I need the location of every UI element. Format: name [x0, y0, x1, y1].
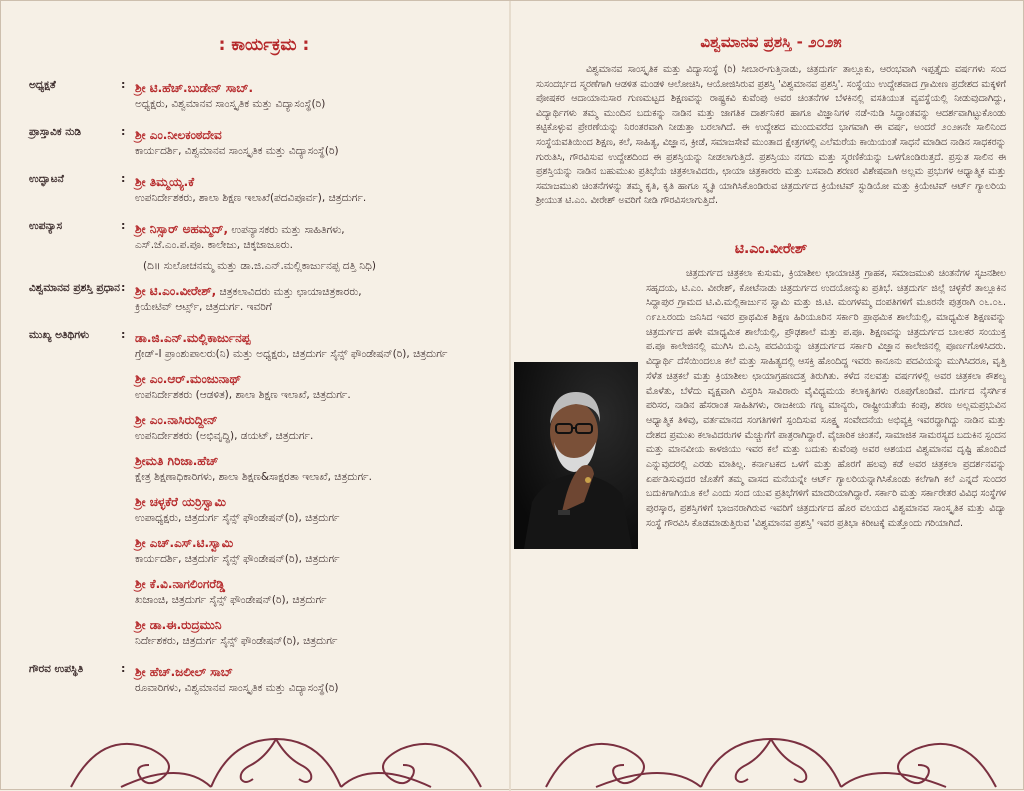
- bio-text: ಚಿತ್ರದುರ್ಗದ ಚಿತ್ರಕಲಾ ಕುಸುಮ, ಕ್ರಿಯಾಶೀಲ ಛಾಯಾಚಿತ್ರ ಗ್ರಾಹಕ, ಸಮಾಜಮುಖಿ ಚಿಂತನೆಗಳ ಸೃಜನಶೀಲ ಸಹೃದಯ, ಟಿ.ಎಂ. ವೀರೇಶ್, ಕೋಟೆನಾಡು ಚಿತ್ರದುರ್ಗದ ಉದಯೋನ್ಮುಖ ಪ್ರತಿಭೆ. ಚಿತ್ರದುರ್ಗ ಜಿಲ್ಲೆ ಚಳ್ಳಕೆರೆ ತಾಲ್ಲೂಕಿನ ಸಿದ್ದಾಪುರ ಗ್ರಾಮದ ಟಿ.ವಿ.ಮಲ್ಲಿಕಾರ್ಜುನ ಸ್ವಾಮಿ ಮತ್ತು ಜಿ.ಟಿ. ಮಂಗಳಮ್ಮ ದಂಪತಿಗಳಿಗೆ ಮೂರನೇ ಪುತ್ರರಾಗಿ ೦೬.೦೬. ೧೯೭೬ರಂದು ಜನಿಸಿದ ಇವರ ಪ್ರಾಥಮಿಕ ಶಿಕ್ಷಣ ಹಿರಿಯೂರಿನ ಸರ್ಕಾರಿ ಪ್ರಾಥಮಿಕ ಶಾಲೆಯಲ್ಲಿ, ಮಾಧ್ಯಮಿಕ ಶಿಕ್ಷಣವನ್ನು ಚಿತ್ರದುರ್ಗದ ಹಳೇ ಮಾಧ್ಯಮಿಕ ಶಾಲೆಯಲ್ಲಿ, ಪ್ರೌಢಶಾಲೆ ಮತ್ತು ಪ.ಪೂ. ಶಿಕ್ಷಣವನ್ನು ಚಿತ್ರದುರ್ಗದ ಬಾಲಕರ ಸಂಯುಕ್ತ ಪ.ಪೂ ಕಾಲೇಜಿನಲ್ಲಿ ಮುಗಿಸಿ ಬಿ.ಎಸ್ಸಿ ಪದವಿಯನ್ನು ಚಿತ್ರದುರ್ಗದ ಸರ್ಕಾರಿ ವಿಜ್ಞಾನ ಕಾಲೇಜಿನಲ್ಲಿ ಪೂರ್ಣಗೊಳಿಸಿದರು. ವಿದ್ಯಾರ್ಥಿ ದೆಸೆಯಿಂದಲೂ ಕಲೆ ಮತ್ತು ಸಾಹಿತ್ಯದಲ್ಲಿ ಆಸಕ್ತಿ ಹೊಂದಿದ್ದ ಇವರು ಕಾನೂನು ಪದವಿಯನ್ನು ಮುಗಿಸಿದರೂ, ವೃತ್ತಿ ಸೆಳೆತ ಚಿತ್ರಕಲೆ ಮತ್ತು ಕ್ರಿಯಾಶೀಲ ಛಾಯಾಗ್ರಹಣದತ್ತ ತಿರುಗಿತು. ಕಳೆದ ನಲವತ್ತು ವರ್ಷಗಳಲ್ಲಿ ಅವರ ಚಿತ್ರಕಲಾ ಕೌಶಲ್ಯ ಮೊಳೆತು, ಬೆಳೆದು ವೃಕ್ಷವಾಗಿ ವಿಸ್ತರಿಸಿ ಸಾವಿರಾರು ವೈವಿಧ್ಯಮಯ ಕಲಾಕೃತಿಗಳು ರೂಪುಗೊಂಡಿವೆ. ದುರ್ಗದ ನೈಸರ್ಗಿಕ ಪರಿಸರ, ನಾಡಿನ ಹೆಸರಾಂತ ಸಾಹಿತಿಗಳು, ರಾಜಕೀಯ ಗಣ್ಯ ಮಾನ್ಯರು, ರಾಷ್ಟ್ರೀಯತೆಯ ಕಂಪು, ಶರಣ ಅಲ್ಲಮಪ್ರಭುವಿನ ಆಧ್ಯಾತ್ಮಿಕ ತಿಳಿವು, ವರ್ತಮಾನದ ಸಂಗತಿಗಳಿಗೆ ಸ್ಪಂದಿಸುವ ಸೂಕ್ಷ್ಮ ಸಂವೇದನೆಯ ಅಭಿವ್ಯಕ್ತಿ ಇವರದ್ದಾಗಿದ್ದು ನಾಡಿನ ಮತ್ತು ದೇಶದ ಪ್ರಮುಖ ಕಲಾವಿದರುಗಳ ಮೆಚ್ಚುಗೆಗೆ ಪಾತ್ರರಾಗಿದ್ದಾರೆ. ವೈಚಾರಿಕ ಚಿಂತನೆ, ಸಾಮಾಜಿಕ ಸಾಮರಸ್ಯದ ಬದುಕಿನ ಸ್ಪಂದನ ಮತ್ತು ಮಾನವೀಯ ಕಾಳಜಿಯು ಇವರ ಕಲೆ ಮತ್ತು ಬದುಕು ಕುವೆಂಪು ಅವರ ಆಶಯದ ವಿಶ್ವಮಾನವ ದೃಷ್ಟಿ ಹೊಂದಿದೆ ಎನ್ನುವುದರಲ್ಲಿ ಎರಡು ಮಾತಿಲ್ಲ. ಕರ್ನಾಟಕದ ಒಳಗೆ ಮತ್ತು ಹೊರಗೆ ಹಲವು ಕಡೆ ಅವರ ಚಿತ್ರಕಲಾ ಪ್ರದರ್ಶನವನ್ನು ಏರ್ಪಡಿಸುವುದರ ಜೊತೆಗೆ ತಮ್ಮ ವಾಸದ ಮನೆಯನ್ನೇ ಆರ್ಟ್ ಗ್ಯಾಲರಿಯನ್ನಾಗಿಸಿಕೊಂಡು ಕಲೆಗಾಗಿ ಕಲೆ ಎನ್ನದೆ ಸುಂದರ ಬದುಕಿಗಾಗಿಯೂ ಕಲೆ ಎಂದು ಸಂದ ಯುವ ಪ್ರತಿಭೆಗಳಿಗೆ ಮಾದರಿಯಾಗಿದ್ದಾರೆ. ಸರ್ಕಾರಿ ಮತ್ತು ಸರ್ಕಾರೇತರ ವಿವಿಧ ಸಂಸ್ಥೆಗಳ ಪುರಸ್ಕಾರ, ಪ್ರಶಸ್ತಿಗಳಿಗೆ ಭಾಜನರಾಗಿರುವ ಇವರಿಗೆ ಚಿತ್ರದುರ್ಗದ ಹೊರ ವಲಯದ ವಿಶ್ವಮಾನವ ಸಾಂಸ್ಕೃತಿಕ ಮತ್ತು ವಿದ್ಯಾ ಸಂಸ್ಥೆ ಗೌರವಿಸಿ ಕೊಡಮಾಡುತ್ತಿರುವ 'ವಿಶ್ವಮಾನವ ಪ್ರಶಸ್ತಿ' ಇವರ ಪ್ರತಿಭಾ ಕಿರೀಟಕ್ಕೆ ಮತ್ತೊಂದು ಗರಿಯಾಗಿದೆ.: [646, 267, 1006, 529]
- program-entry: [135, 450, 499, 485]
- entry-name-line: [135, 280, 499, 300]
- person-name: ಶ್ರೀ ತಿಮ್ಮಯ್ಯ.ಕೆ: [135, 175, 195, 189]
- person-name: ಶ್ರೀ ಡಾ.ಈ.ರುದ್ರಮುನಿ: [135, 618, 222, 632]
- program-entry: [135, 573, 499, 608]
- entry-name-line: [135, 327, 499, 347]
- page-fold: [509, 1, 511, 791]
- person-designation: ಉಪನಿರ್ದೇಶಕರು (ಅಭಿವೃದ್ಧಿ), ಡಯಟ್, ಚಿತ್ರದುರ್ಗ.: [135, 430, 314, 442]
- program-role: ಮುಖ್ಯ ಅತಿಥಿಗಳು: [29, 329, 90, 341]
- entry-name-line: [135, 124, 499, 144]
- program-entry: [135, 77, 499, 112]
- entry-name-line: [135, 573, 499, 593]
- program-entries: [135, 327, 499, 655]
- bio-title: ಟಿ.ಎಂ.ವೀರೇಶ್: [734, 240, 808, 257]
- program-entry: [135, 491, 499, 526]
- entry-name-line: [135, 450, 499, 470]
- person-name: ಶ್ರೀ ಎಚ್.ಎಸ್.ಟಿ.ಸ್ವಾಮಿ: [135, 536, 234, 550]
- program-row: [29, 171, 499, 212]
- colon-separator: :: [121, 219, 126, 232]
- entry-name-line: [135, 171, 499, 191]
- entry-name-line: [135, 368, 499, 388]
- program-heading: : ಕಾರ್ಯಕ್ರಮ :: [218, 35, 310, 55]
- entry-name-line: [135, 409, 499, 429]
- program-entries: [135, 77, 499, 118]
- award-title: ವಿಶ್ವಮಾನವ ಪ್ರಶಸ್ತಿ - ೨೦೨೫: [700, 33, 842, 51]
- colon-separator: :: [121, 281, 126, 294]
- program-entries: [135, 280, 499, 321]
- program-entry: [135, 327, 499, 362]
- colon-separator: :: [121, 172, 126, 185]
- program-entry: [135, 661, 499, 696]
- program-entry: [135, 218, 499, 253]
- swirl-ornament-icon: [61, 709, 491, 789]
- person-name: ಶ್ರೀ ಎಂ.ಆರ್.ಮಂಜುನಾಥ್: [135, 372, 242, 386]
- program-entry: [135, 280, 499, 315]
- person-designation: ರೂವಾರಿಗಳು, ವಿಶ್ವಮಾನವ ಸಾಂಸ್ಕೃತಿಕ ಮತ್ತು ವಿದ್ಯಾಸಂಸ್ಥೆ(ರಿ): [135, 682, 339, 694]
- entry-name-line: [135, 661, 499, 681]
- person-designation: ಅಧ್ಯಕ್ಷರು, ವಿಶ್ವಮಾನವ ಸಾಂಸ್ಕೃತಿಕ ಮತ್ತು ವಿದ್ಯಾಸಂಸ್ಥೆ(ರಿ): [135, 98, 326, 110]
- program-row: [29, 661, 499, 702]
- person-name: ಶ್ರೀ ಟಿ.ಹೆಚ್.ಬುಡೇನ್ ಸಾಬ್.: [135, 81, 254, 95]
- person-name: ಶ್ರೀ ಎಂ.ನೀಲಕಂಠದೇವ: [135, 128, 222, 142]
- colon-separator: :: [121, 662, 126, 675]
- program-entry: [135, 532, 499, 567]
- program-row: [29, 77, 499, 118]
- program-row: [29, 124, 499, 165]
- person-name: ಶ್ರೀ ಚಳ್ಳಕೆರೆ ಯರ್ರಿಸ್ವಾಮಿ: [135, 495, 227, 509]
- program-role: ಉದ್ಘಾಟನೆ: [29, 173, 64, 185]
- person-designation: ಕ್ರಿಯೇಟಿವ್ ಆರ್ಟ್ಸ್, ಚಿತ್ರದುರ್ಗ. ಇವರಿಗೆ: [135, 301, 272, 313]
- entry-name-line: [135, 218, 499, 238]
- bio-section: [536, 267, 1006, 532]
- portrait-photo: [514, 362, 638, 549]
- colon-separator: :: [121, 328, 126, 341]
- award-panel: [536, 27, 1006, 532]
- program-row: [29, 280, 499, 321]
- program-panel: [29, 27, 499, 708]
- program-role: ವಿಶ್ವಮಾನವ ಪ್ರಶಸ್ತಿ ಪ್ರಧಾನ: [29, 282, 120, 294]
- swirl-ornament-icon: [536, 709, 1006, 789]
- endowment-note: (ದಿ॥ ಸುಲೋಚನಮ್ಮ ಮತ್ತು ಡಾ.ಜಿ.ಎನ್.ಮಲ್ಲಿಕಾರ್ಜುನಪ್ಪ ದತ್ತಿ ನಿಧಿ): [143, 260, 377, 272]
- person-name: ಶ್ರೀಮತಿ ಗಿರಿಜಾ.ಹೆಚ್: [135, 454, 219, 468]
- program-role: ಪ್ರಾಸ್ತಾವಿಕ ನುಡಿ: [29, 126, 82, 138]
- person-designation: ನಿರ್ದೇಶಕರು, ಚಿತ್ರದುರ್ಗ ಸೈನ್ಸ್ ಫೌಂಡೇಷನ್(ರಿ), ಚಿತ್ರದುರ್ಗ: [135, 635, 338, 647]
- person-designation: ಉಪನಿರ್ದೇಶಕರು (ಆಡಳಿತ), ಶಾಲಾ ಶಿಕ್ಷಣ ಇಲಾಖೆ, ಚಿತ್ರದುರ್ಗ.: [135, 389, 351, 401]
- person-designation: ಉಪಾಧ್ಯಕ್ಷರು, ಚಿತ್ರದುರ್ಗ ಸೈನ್ಸ್ ಫೌಂಡೇಷನ್(ರಿ), ಚಿತ್ರದುರ್ಗ: [135, 512, 340, 524]
- program-role: ಉಪನ್ಯಾಸ: [29, 220, 63, 232]
- program-row: [29, 327, 499, 655]
- program-list: [29, 77, 499, 702]
- program-role: ಅಧ್ಯಕ್ಷತೆ: [29, 79, 56, 91]
- colon-separator: :: [121, 78, 126, 91]
- person-designation: ಕ್ಷೇತ್ರ ಶಿಕ್ಷಣಾಧಿಕಾರಿಗಳು, ಶಾಲಾ ಶಿಕ್ಷಣ&ಸಾಕ್ಷರತಾ ಇಲಾಖೆ, ಚಿತ್ರದುರ್ಗ.: [135, 471, 372, 483]
- entry-name-line: [135, 532, 499, 552]
- person-designation: ಕಾರ್ಯದರ್ಶಿ, ಚಿತ್ರದುರ್ಗ ಸೈನ್ಸ್ ಫೌಂಡೇಷನ್(ರಿ), ಚಿತ್ರದುರ್ಗ: [135, 553, 340, 565]
- program-entry: [135, 124, 499, 159]
- entry-name-line: [135, 491, 499, 511]
- person-designation: ಕಾರ್ಯದರ್ಶಿ, ವಿಶ್ವಮಾನವ ಸಾಂಸ್ಕೃತಿಕ ಮತ್ತು ವಿದ್ಯಾಸಂಸ್ಥೆ(ರಿ): [135, 145, 339, 157]
- person-name: ಶ್ರೀ ಟಿ.ಎಂ.ವೀರೇಶ್,: [135, 284, 217, 298]
- colon-separator: :: [121, 125, 126, 138]
- program-entries: [135, 661, 499, 702]
- program-row: [29, 218, 499, 274]
- program-entry: [135, 614, 499, 649]
- person-title-inline: ಚಿತ್ರಕಲಾವಿದರು ಮತ್ತು ಛಾಯಾಚಿತ್ರಕಾರರು,: [216, 286, 362, 298]
- person-designation: ಖಜಾಂಚಿ, ಚಿತ್ರದುರ್ಗ ಸೈನ್ಸ್ ಫೌಂಡೇಷನ್(ರಿ), ಚಿತ್ರದುರ್ಗ: [135, 594, 327, 606]
- program-entry: [135, 409, 499, 444]
- program-entry: [135, 171, 499, 206]
- person-title-inline: ಉಪನ್ಯಾಸಕರು ಮತ್ತು ಸಾಹಿತಿಗಳು,: [228, 224, 345, 236]
- program-entries: [135, 124, 499, 165]
- program-entries: [135, 171, 499, 212]
- person-name: ಶ್ರೀ ನಿಸ್ಸಾರ್ ಅಹಮ್ಮದ್,: [135, 222, 229, 236]
- person-name: ಡಾ.ಜಿ.ಎನ್.ಮಲ್ಲಿಕಾರ್ಜುನಪ್ಪ: [135, 331, 251, 345]
- program-entries: [135, 218, 499, 274]
- entry-name-line: [135, 77, 499, 97]
- person-name: ಶ್ರೀ ಹೆಚ್.ಜಲೀಲ್ ಸಾಬ್: [135, 665, 233, 679]
- person-designation: ಗ್ರೇಡ್-I ಪ್ರಾಂಶುಪಾಲರು(ನಿ) ಮತ್ತು ಅಧ್ಯಕ್ಷರು, ಚಿತ್ರದುರ್ಗ ಸೈನ್ಸ್ ಫೌಂಡೇಷನ್(ರಿ), ಚಿತ್ರದುರ್ಗ: [135, 348, 448, 360]
- person-designation: ಉಪನಿರ್ದೇಶಕರು, ಶಾಲಾ ಶಿಕ್ಷಣ ಇಲಾಖೆ(ಪದವಿಪೂರ್ವ), ಚಿತ್ರದುರ್ಗ.: [135, 192, 367, 204]
- person-name: ಶ್ರೀ ಎಂ.ನಾಸಿರುದ್ದೀನ್: [135, 413, 218, 427]
- award-intro: ವಿಶ್ವಮಾನವ ಸಾಂಸ್ಕೃತಿಕ ಮತ್ತು ವಿದ್ಯಾಸಂಸ್ಥೆ (ರಿ) ಸೀಬಾರ-ಗುತ್ತಿನಾಡು, ಚಿತ್ರದುರ್ಗ ತಾಲ್ಲೂಕು, ಆರಂಭವಾಗಿ ಇಪ್ಪತ್ತೈದು ವರ್ಷಗಳು ಸಂದ ಸುಸಂದರ್ಭದ ಸ್ಮರಣೆಗಾಗಿ ಆಡಳಿತ ಮಂಡಳಿ ಆಲೋಚಿಸಿ, ಆಯೋಜಿಸಿರುವ ಪ್ರಶಸ್ತಿ 'ವಿಶ್ವಮಾನವ ಪ್ರಶಸ್ತಿ'. ಸಂಸ್ಥೆಯು ಉದ್ದೇಶವಾದ ಗ್ರಾಮೀಣ ಪ್ರದೇಶದ ಮಕ್ಕಳಿಗೆ ಪೋಷಕರ ಆದಾಯಾನುಸಾರ ಗುಣಮಟ್ಟದ ಶಿಕ್ಷಣವನ್ನು ರಾಷ್ಟ್ರಕವಿ ಕುವೆಂಪು ಅವರ ಚಿಂತನೆಗಳ ಬೆಳಕಿನಲ್ಲಿ ವಸತಿಯುತ ವ್ಯವಸ್ಥೆಯಲ್ಲಿ ನೀಡುವುದಾಗಿದ್ದು, ವಿದ್ಯಾರ್ಥಿಗಳು ತಮ್ಮ ಮುಂದಿನ ಬದುಕನ್ನು ನಾಡಿನ ಮತ್ತು ಜಾಗತಿಕ ದಾರ್ಶನಿಕರ ಹಾಗೂ ವಿಜ್ಞಾನಿಗಳ ನಡೆ-ನುಡಿ ಸಿದ್ಧಾಂತವನ್ನು ಆದರ್ಶವಾಗಿಟ್ಟುಕೊಂಡು ಕಟ್ಟಿಕೊಳ್ಳುವ ಪ್ರೇರಣೆಯನ್ನು ನಿರಂತರವಾಗಿ ನೀಡುತ್ತಾ ಬರಲಾಗಿದೆ. ಈ ಉದ್ದೇಶದ ಮುಂದುವರೆದ ಭಾಗವಾಗಿ ಈ ವರ್ಷ, ಅಂದರೆ ೨೦೨೫ನೇ ಸಾಲಿನಿಂದ ಸಂಸ್ಥೆಯವತಿಯಿಂದ ಶಿಕ್ಷಣ, ಕಲೆ, ಸಾಹಿತ್ಯ, ವಿಜ್ಞಾನ, ಕ್ರೀಡೆ, ಸಮಾಜಸೇವೆ ಮುಂತಾದ ಕ್ಷೇತ್ರಗಳಲ್ಲಿ ಎಲೆಮರೆಯ ಕಾಯಿಯಂತೆ ಸಾಧನೆ ಮಾಡಿದ ನಾಡಿನ ಸಾಧಕರನ್ನು ಗುರುತಿಸಿ, ಗೌರವಿಸುವ ಉದ್ದೇಶದಿಂದ ಈ ಪ್ರಶಸ್ತಿಯನ್ನು ನೀಡಲಾಗುತ್ತಿದೆ. ಪ್ರಶಸ್ತಿಯು ನಗದು ಮತ್ತು ಸ್ಮರಣಿಕೆಯನ್ನು ಒಳಗೊಂಡಿರುತ್ತದೆ. ಪ್ರಸ್ತುತ ಸಾಲಿನ ಈ ಪ್ರಶಸ್ತಿಯನ್ನು ನಾಡಿನ ಬಹುಮುಖ ಪ್ರತಿಭೆಯ ಚಿತ್ರಕಲಾವಿದರು, ಛಾಯಾ ಚಿತ್ರಕಾರರು ಮತ್ತು ಬಸವಾದಿ ಶರಣರ ವಿಶೇಷವಾಗಿ ಅಲ್ಲಮ ಪ್ರಭುಗಳ ಆಧ್ಯಾತ್ಮಿಕ ಮತ್ತು ಸಮಾಜಮುಖಿ ಚಿಂತನೆಗಳನ್ನು ತಮ್ಮ ಕೃತಿ, ಕೃತಿ ಹಾಗೂ ಸ್ಮೃತಿ ಯಾಗಿಸಿಕೊಂಡಿರುವ ಚಿತ್ರದುರ್ಗದ ಕ್ರಿಯೇಟಿವ್ ಸ್ಟುಡಿಯೋ ಮತ್ತು ಕ್ರಿಯೇಟಿವ್ ಆರ್ಟ್ ಗ್ಯಾಲರಿಯ ಶ್ರೀಯುತ ಟಿ.ಎಂ. ವೀರೇಶ್ ಅವರಿಗೆ ನೀಡಿ ಗೌರವಿಸಲಾಗುತ್ತಿದೆ.: [536, 64, 1006, 207]
- person-designation: ಎಸ್.ಜೆ.ಎಂ.ಪ.ಪೂ. ಕಾಲೇಜು, ಚಿಕ್ಕಜಾಜೂರು.: [135, 239, 293, 251]
- person-name: ಶ್ರೀ ಕೆ.ವಿ.ನಾಗಲಿಂಗರೆಡ್ಡಿ: [135, 577, 226, 591]
- program-entry: [135, 368, 499, 403]
- program-role: ಗೌರವ ಉಪಸ್ಥಿತಿ: [29, 663, 84, 675]
- entry-name-line: [135, 614, 499, 634]
